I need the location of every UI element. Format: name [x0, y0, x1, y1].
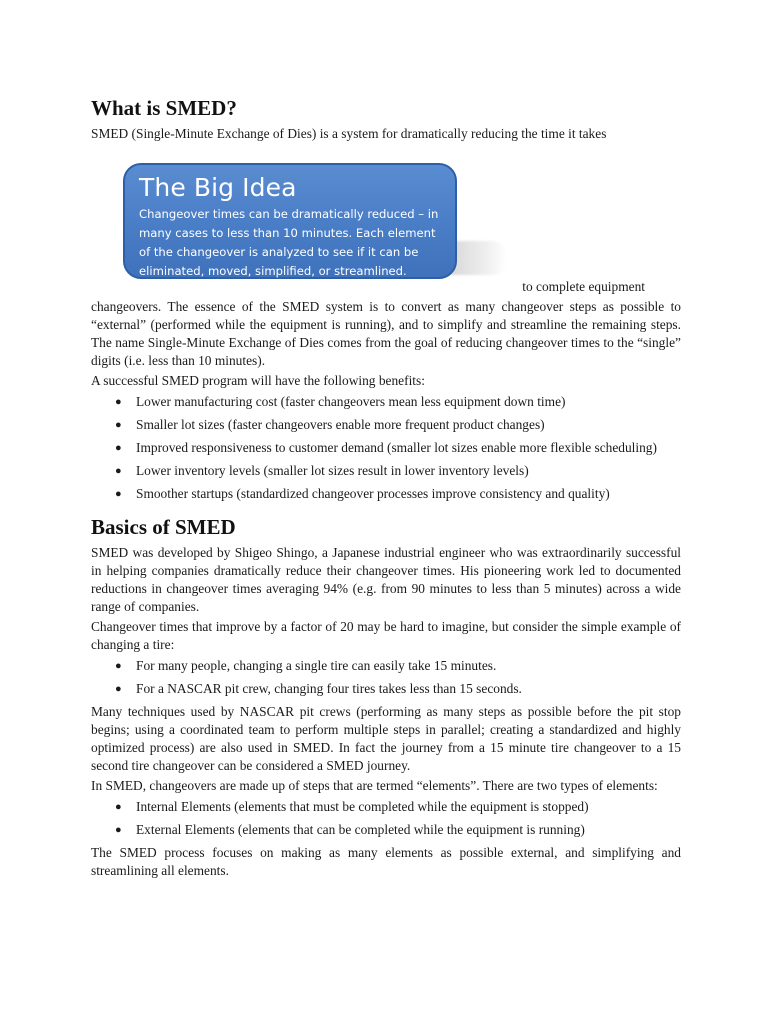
- elements-intro-paragraph: In SMED, changeovers are made up of steps that are termed “elements”. There are two types of elements:: [91, 778, 658, 793]
- smed-essence-paragraph: changeovers. The essence of the SMED system is to convert as many changeover steps as possible to “external” (performed while the equipment is running), and to simplify and streamline the remaining steps. The name Single-Minute Exchange of Dies comes from the goal of reducing changeover times to the “single” digits (i.e. less than 10 minutes).: [91, 299, 681, 368]
- heading-basics-of-smed: Basics of SMED: [91, 515, 236, 539]
- big-idea-callout: [123, 163, 457, 279]
- bullet-icon: ●: [115, 442, 122, 454]
- intro-line: SMED (Single-Minute Exchange of Dies) is a system for dramatically reducing the time it takes: [91, 126, 607, 141]
- shingo-paragraph: SMED was developed by Shigeo Shingo, a Japanese industrial engineer who was extraordinarily successful in helping companies dramatically reduce their changeover times. His pioneering work led to documented reductions in changeover times averaging 94% (e.g. from 90 minutes to less than 5 minutes) across a wide range of companies.: [91, 545, 681, 614]
- bullet-icon: ●: [115, 488, 122, 500]
- bullet-icon: ●: [115, 660, 122, 672]
- list-item: ● Smoother startups (standardized changeover processes improve consistency and quality): [115, 486, 610, 501]
- benefits-intro: A successful SMED program will have the following benefits:: [91, 373, 425, 388]
- list-item: ● External Elements (elements that can be completed while the equipment is running): [115, 822, 585, 837]
- list-item: ● Internal Elements (elements that must be completed while the equipment is stopped): [115, 799, 589, 814]
- bullet-icon: ●: [115, 419, 122, 431]
- callout-container: [91, 145, 681, 278]
- bullet-icon: ●: [115, 683, 122, 695]
- bullet-icon: ●: [115, 801, 122, 813]
- heading-what-is-smed: What is SMED?: [91, 96, 237, 120]
- nascar-paragraph: Many techniques used by NASCAR pit crews (performing as many steps as possible before the pit stop begins; using a coordinated team to perform multiple steps in parallel; creating a standardized and highly optimized process) are also used in SMED. In fact the journey from a 15 minute tire changeover to a 15 second tire changeover can be considered a SMED journey.: [91, 704, 681, 773]
- after-callout-text: to complete equipment: [522, 279, 645, 294]
- list-item: ● Improved responsiveness to customer demand (smaller lot sizes enable more flexible scheduling): [115, 440, 657, 455]
- callout-body: Changeover times can be dramatically reduced – in many cases to less than 10 minutes. Each element of the changeover is analyzed to see if it can be eliminated, moved, simplified, or streamlined.: [139, 207, 439, 278]
- bullet-icon: ●: [115, 824, 122, 836]
- tire-intro-paragraph: Changeover times that improve by a factor of 20 may be hard to imagine, but consider the simple example of changing a tire:: [91, 619, 681, 652]
- document-page: [91, 94, 681, 882]
- callout-shadow: [451, 241, 507, 275]
- bullet-icon: ●: [115, 396, 122, 408]
- bullet-icon: ●: [115, 465, 122, 477]
- tire-examples-list: [91, 657, 681, 698]
- smed-process-paragraph: The SMED process focuses on making as many elements as possible external, and simplifying and streamlining all elements.: [91, 845, 681, 878]
- list-item: ● For a NASCAR pit crew, changing four tires takes less than 15 seconds.: [115, 681, 522, 696]
- callout-title: The Big Idea: [139, 173, 297, 202]
- list-item: ● For many people, changing a single tire can easily take 15 minutes.: [115, 658, 497, 673]
- list-item: ● Lower inventory levels (smaller lot sizes result in lower inventory levels): [115, 463, 529, 478]
- list-item: ● Lower manufacturing cost (faster changeovers mean less equipment down time): [115, 394, 566, 409]
- list-item: ● Smaller lot sizes (faster changeovers enable more frequent product changes): [115, 417, 545, 432]
- element-types-list: [91, 798, 681, 839]
- benefits-list: [91, 393, 681, 503]
